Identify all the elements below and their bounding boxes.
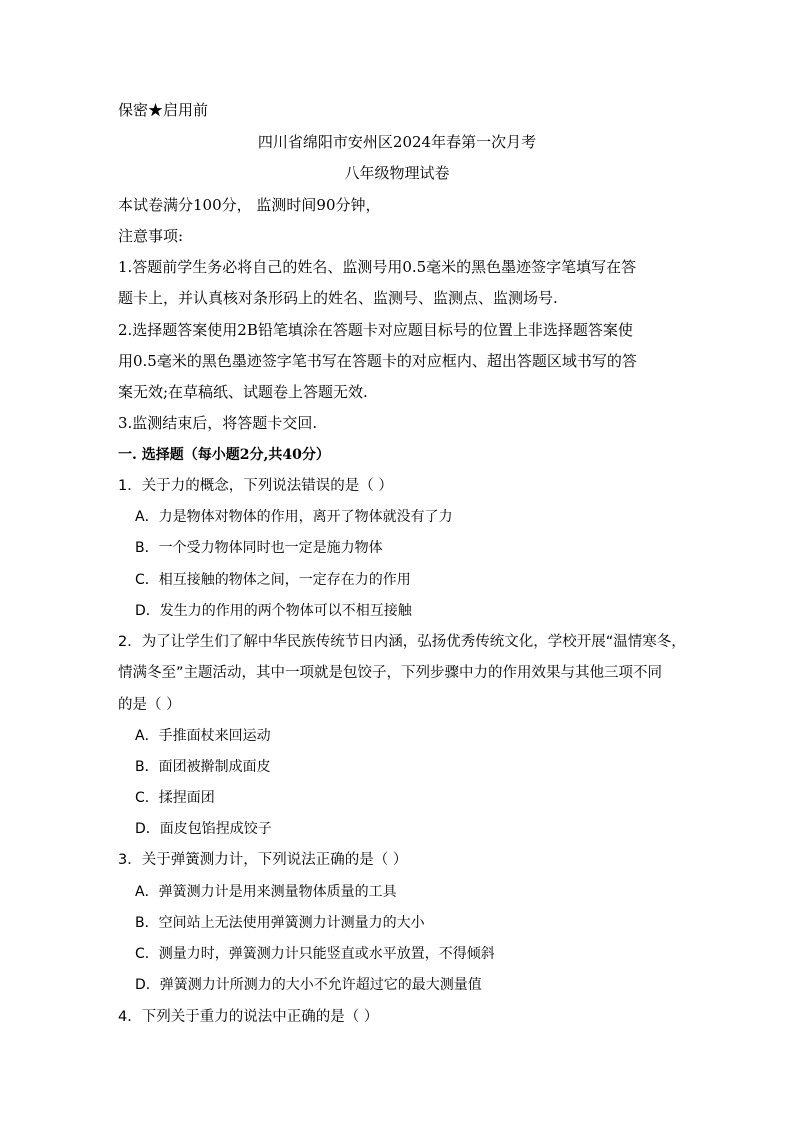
exam-subtitle: 八年级物理试卷 bbox=[344, 164, 450, 182]
note-1-line-2: 题卡上，并认真核对条形码上的姓名、监测号、监测点、监测场号. bbox=[118, 289, 558, 307]
notes-heading: 注意事项: bbox=[118, 227, 184, 245]
question-3-option-b: B．空间站上无法使用弹簧测力计测量力的大小 bbox=[135, 915, 425, 931]
exam-title: 四川省绵阳市安州区2024年春第一次月考 bbox=[257, 133, 537, 151]
question-3-option-a: A．弹簧测力计是用来测量物体质量的工具 bbox=[135, 884, 397, 900]
question-2-stem-line-3: 的是（ ） bbox=[118, 697, 181, 713]
note-3: 3.监测结束后，将答题卡交回. bbox=[118, 414, 318, 432]
question-2-option-d: D．面皮包馅捏成饺子 bbox=[135, 821, 272, 837]
question-2-stem-line-2: 情满冬至”主题活动，其中一项就是包饺子，下列步骤中力的作用效果与其他三项不同 bbox=[118, 665, 663, 681]
question-2-option-c: C．揉捏面团 bbox=[135, 790, 215, 806]
question-1-stem: 1．关于力的概念，下列说法错误的是（ ） bbox=[118, 478, 393, 494]
question-3-stem: 3．关于弹簧测力计，下列说法正确的是（ ） bbox=[118, 852, 408, 868]
note-2-line-2: 用0.5毫米的黑色墨迹签字笔书写在答题卡的对应框内、超出答题区域书写的答 bbox=[118, 352, 637, 370]
question-4-stem: 4．下列关于重力的说法中正确的是（ ） bbox=[118, 1009, 379, 1025]
confidential-label: 保密★启用前 bbox=[118, 101, 209, 119]
note-2-line-1: 2.选择题答案使用2B铅笔填涂在答题卡对应题目标号的位置上非选择题答案使 bbox=[118, 321, 633, 339]
question-1-option-d: D．发生力的作用的两个物体可以不相互接触 bbox=[135, 603, 412, 619]
question-3-option-d: D．弹簧测力计所测力的大小不允许超过它的最大测量值 bbox=[135, 977, 482, 993]
question-1-option-c: C．相互接触的物体之间，一定存在力的作用 bbox=[135, 572, 411, 588]
question-2-option-b: B．面团被擀制成面皮 bbox=[135, 759, 271, 775]
question-2-stem-line-1: 2．为了让学生们了解中华民族传统节日内涵，弘扬优秀传统文化，学校开展“温情寒冬， bbox=[118, 634, 686, 650]
note-1-line-1: 1.答题前学生务必将自己的姓名、监测号用0.5毫米的黑色墨迹签字笔填写在答 bbox=[118, 258, 637, 276]
question-2-option-a: A．手推面杖来回运动 bbox=[135, 728, 271, 744]
question-1-option-b: B．一个受力物体同时也一定是施力物体 bbox=[135, 540, 383, 556]
note-2-line-3: 案无效;在草稿纸、试题卷上答题无效. bbox=[118, 383, 368, 401]
score-time-line: 本试卷满分100分， 监测时间90分钟， bbox=[118, 196, 381, 214]
question-1-option-a: A．力是物体对物体的作用，离开了物体就没有了力 bbox=[135, 509, 453, 525]
question-3-option-c: C．测量力时，弹簧测力计只能竖直或水平放置，不得倾斜 bbox=[135, 946, 495, 962]
section-heading: 一. 选择题（每小题2分,共40分） bbox=[118, 447, 330, 463]
